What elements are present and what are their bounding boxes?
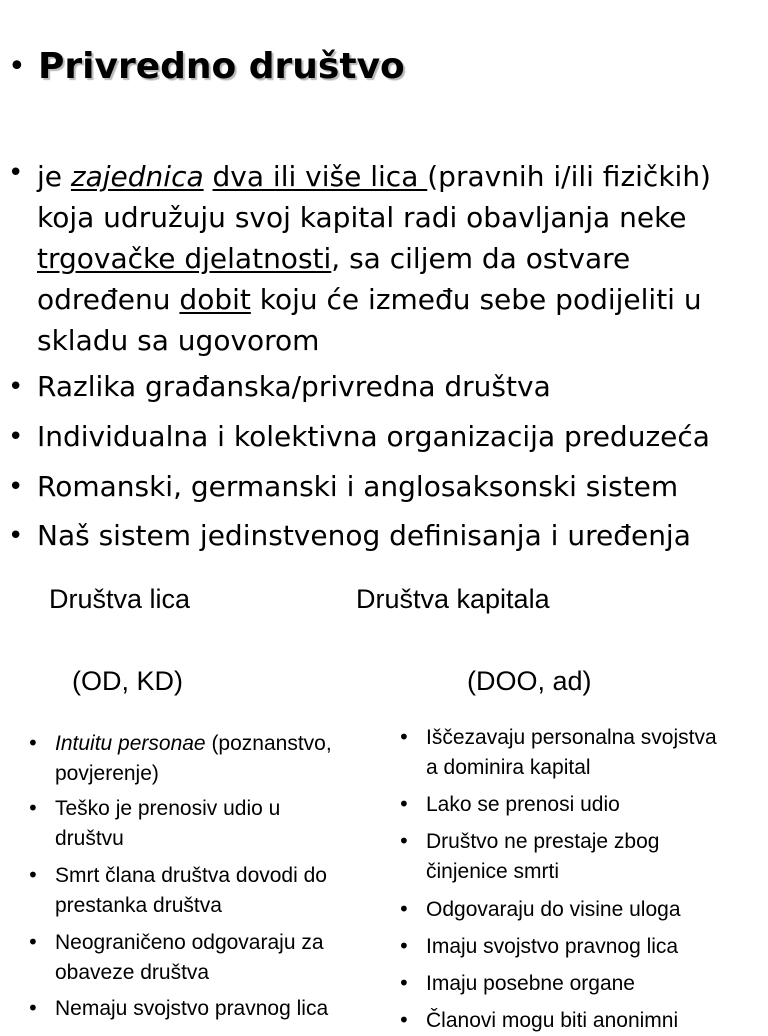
list-item: Lako se prenosi udio: [426, 793, 620, 816]
list-bullet: •: [398, 897, 410, 921]
list-item-continuation: a dominira kapital: [426, 756, 591, 779]
list-bullet: •: [27, 996, 39, 1020]
left-column-heading: Društva lica: [49, 584, 191, 614]
bullet-marker: •: [8, 422, 24, 452]
bullet-item-3: Romanski, germanski i anglosaksonski sistem: [37, 470, 679, 503]
bullet-marker: •: [8, 521, 24, 551]
list-bullet: •: [398, 829, 410, 853]
list-item-continuation: povjerenje): [55, 762, 159, 785]
list-bullet: •: [398, 971, 410, 995]
list-bullet: •: [27, 863, 39, 887]
list-item-continuation: društvu: [55, 827, 124, 850]
definition-bullet: •: [8, 158, 24, 188]
list-item: Društvo ne prestaje zbog: [426, 830, 660, 853]
slide-title: Privredno društvo: [38, 46, 405, 87]
definition-keyword-zajednica: zajednica: [70, 160, 204, 193]
definition-text: [204, 160, 213, 193]
right-column-subheading: (DOO, ad): [467, 666, 592, 696]
definition-text: koju će između sebe podijeliti u skladu sa ugovorom: [37, 283, 702, 357]
list-bullet: •: [27, 796, 39, 820]
list-bullet: •: [27, 930, 39, 954]
list-item-text: (poznanstvo,: [205, 732, 332, 755]
list-bullet: •: [398, 792, 410, 816]
title-bullet: •: [8, 49, 26, 84]
list-item: [55, 729, 332, 759]
latin-term: Intuitu personae: [55, 732, 206, 755]
definition-text: je: [37, 160, 71, 193]
list-bullet: •: [27, 731, 39, 755]
list-item: Smrt člana društva dovodi do: [55, 864, 327, 887]
definition-keyword-members: dva ili više lica: [212, 160, 428, 193]
definition-text: , sa ciljem da ostvare određenu: [37, 242, 631, 316]
definition-text: (pravnih i/ili fizičkih) koja udružuju svoj kapital radi obavljanja neke: [37, 160, 711, 234]
list-item: Članovi mogu biti anonimni: [426, 1009, 679, 1032]
definition-keyword-activity: trgovačke djelatnosti: [37, 242, 332, 275]
bullet-item-4: Naš sistem jedinstvenog definisanja i uređenja: [37, 519, 691, 552]
list-item: Iščezavaju personalna svojstva: [426, 726, 717, 749]
list-bullet: •: [398, 1008, 410, 1032]
list-item-continuation: prestanka društva: [55, 894, 222, 917]
list-item: Imaju posebne organe: [426, 972, 635, 995]
list-item: Neograničeno odgovaraju za: [55, 931, 324, 954]
definition-paragraph: [37, 156, 762, 361]
list-bullet: •: [398, 725, 410, 749]
bullet-marker: •: [8, 472, 24, 502]
bullet-marker: •: [8, 372, 24, 402]
left-column-subheading: (OD, KD): [72, 666, 183, 696]
list-item: Nemaju svojstvo pravnog lica: [55, 997, 329, 1020]
list-item: Imaju svojstvo pravnog lica: [426, 935, 679, 958]
bullet-item-1: Razlika građanska/privredna društva: [37, 370, 551, 403]
list-item-continuation: obaveze društva: [55, 961, 210, 984]
bullet-item-2: Individualna i kolektivna organizacija preduzeća: [37, 420, 710, 453]
list-item-continuation: činjenice smrti: [426, 860, 560, 883]
list-item: Teško je prenosiv udio u: [55, 797, 281, 820]
list-item: Odgovaraju do visine uloga: [426, 898, 681, 921]
right-column-heading: Društva kapitala: [356, 584, 550, 614]
list-bullet: •: [398, 934, 410, 958]
definition-keyword-dobit: dobit: [179, 283, 251, 316]
